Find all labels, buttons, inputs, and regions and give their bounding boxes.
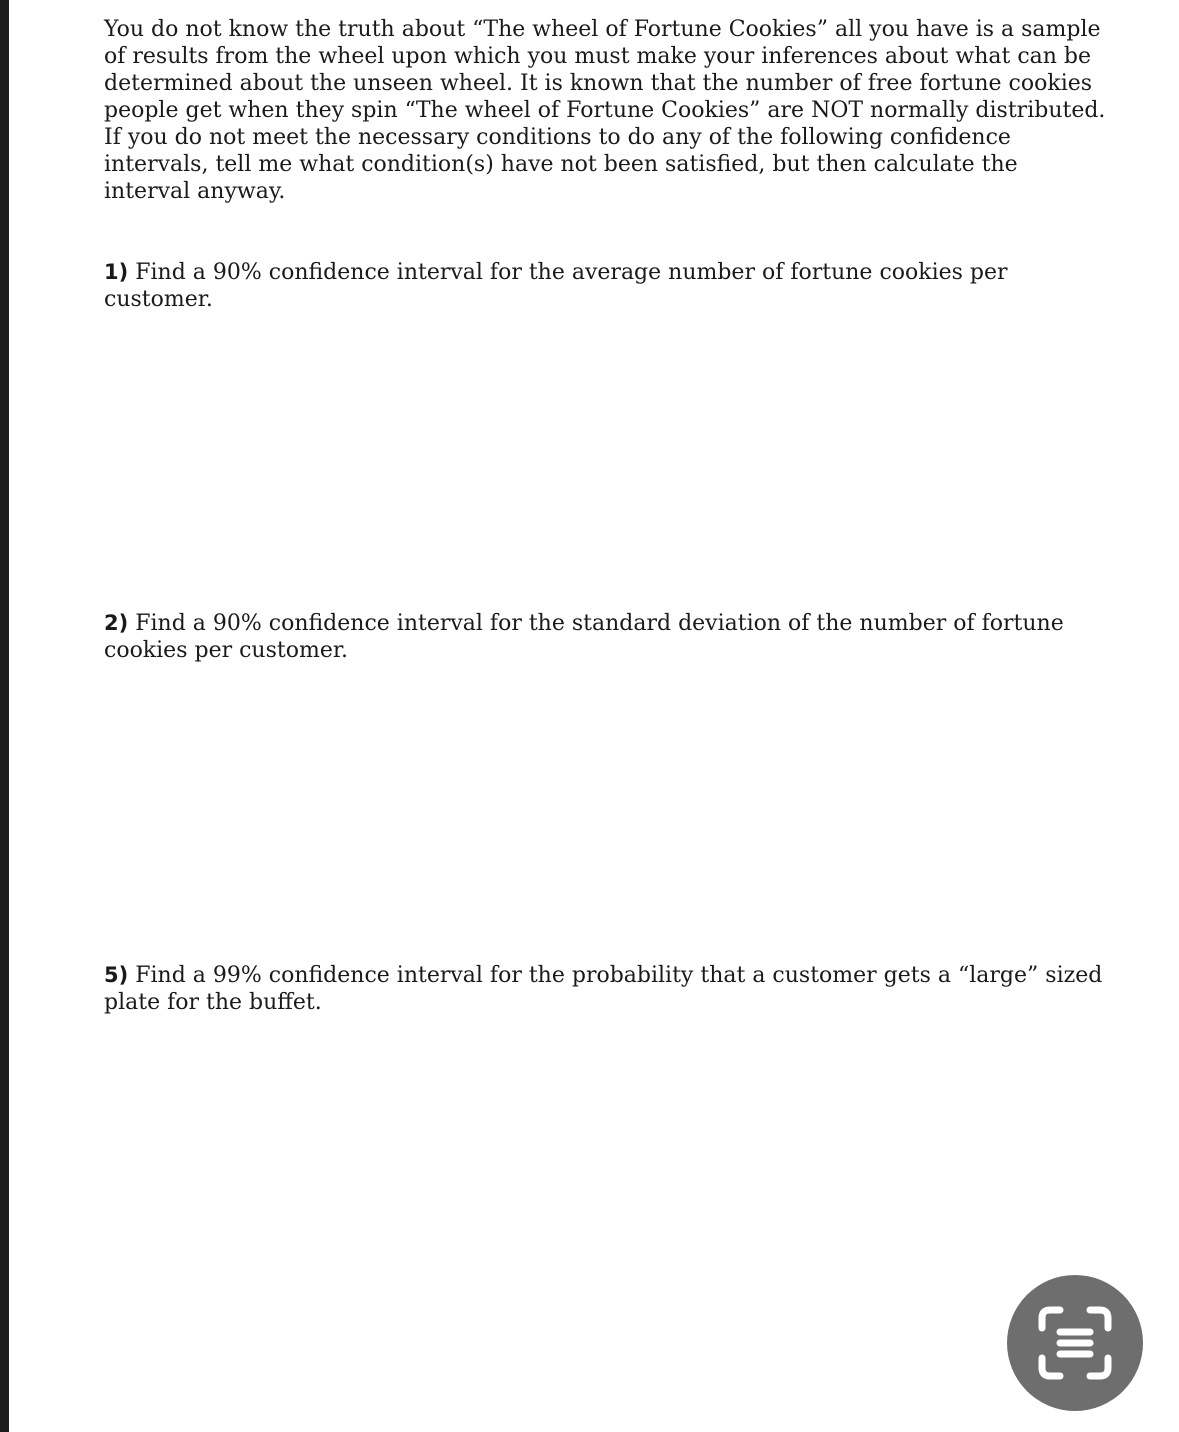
intro-line: people get when they spin “The wheel of Fortune Cookies” are NOT normally distributed. [104,98,1106,123]
question-number: 2) [104,611,129,635]
question-number: 1) [104,260,129,284]
intro-line: interval anyway. [104,179,286,204]
intro-line: determined about the unseen wheel. It is known that the number of free fortune cookies [104,71,1093,96]
intro-line: You do not know the truth about “The wheel of Fortune Cookies” all you have is a sample [104,17,1101,42]
scan-text-icon [1036,1304,1114,1382]
question-line: plate for the buffet. [104,990,322,1015]
question-1 [104,259,1114,313]
question-text: Find a 99% confidence interval for the probability that a customer gets a “large” sized [135,963,1103,988]
question-line: customer. [104,287,213,312]
question-text: Find a 90% confidence interval for the standard deviation of the number of fortune [135,611,1064,636]
scan-text-button[interactable] [1007,1275,1143,1411]
intro-line: If you do not meet the necessary conditions to do any of the following confidence [104,125,1011,150]
question-5 [104,962,1114,1016]
question-line [104,259,1114,286]
question-line: cookies per customer. [104,638,348,663]
intro-line: of results from the wheel upon which you must make your inferences about what can be [104,44,1092,69]
intro-line: intervals, tell me what condition(s) have not been satisfied, but then calculate the [104,152,1018,177]
intro-paragraph [104,16,1144,205]
question-text: Find a 90% confidence interval for the average number of fortune cookies per [135,260,1008,285]
question-number: 5) [104,963,129,987]
question-line [104,962,1114,989]
left-edge-bar [0,0,9,1432]
question-2 [104,610,1114,664]
question-line [104,610,1114,637]
